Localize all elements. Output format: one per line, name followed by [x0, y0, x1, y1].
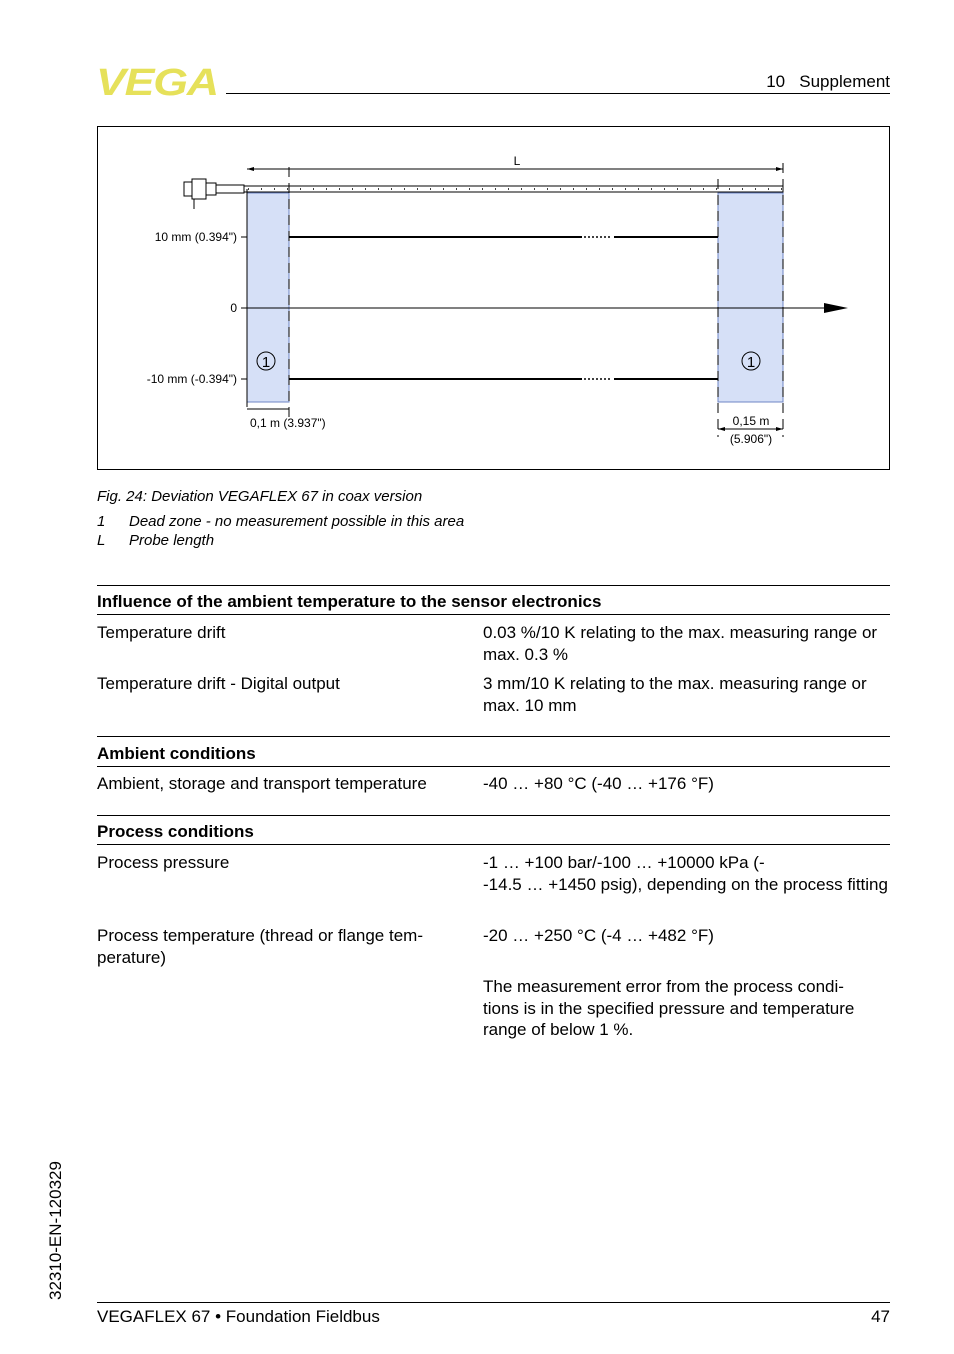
- header-rule: [226, 93, 890, 94]
- spec-note: The measurement error from the process condi- tions is in the specified pressure and temperature range of below 1 %.: [483, 977, 855, 1039]
- section-header: 10 Supplement: [766, 72, 890, 91]
- section-title: Ambient conditions: [97, 744, 256, 763]
- section-rule: [97, 815, 890, 816]
- bottom-zone-label-1: 0,15 m: [732, 414, 770, 428]
- deviation-diagram: [98, 127, 889, 469]
- probe-length-label: L: [513, 154, 521, 168]
- spec-label: Temperature drift: [97, 623, 226, 642]
- y-label-minus10: -10 mm (-0.394"): [146, 372, 237, 386]
- probe-sensor-icon: [184, 179, 244, 209]
- section-title: Influence of the ambient temperature to the sensor electronics: [97, 592, 602, 611]
- section-rule: [97, 766, 890, 767]
- y-label-plus10: 10 mm (0.394"): [154, 230, 237, 244]
- axis-arrow-icon: [824, 303, 848, 313]
- spec-value: 3 mm/10 K relating to the max. measuring range or max. 10 mm: [483, 674, 867, 715]
- figure-caption: Fig. 24: Deviation VEGAFLEX 67 in coax version: [97, 488, 423, 505]
- legend-key: 1: [97, 513, 106, 530]
- footer-title: VEGAFLEX 67 • Foundation Fieldbus: [97, 1307, 380, 1326]
- figure-deviation-diagram: [97, 126, 890, 470]
- dead-zone-marker-right: 1: [746, 354, 756, 371]
- footer-rule: [97, 1302, 890, 1303]
- spec-label: Process pressure: [97, 853, 230, 872]
- document-id: 32310-EN-120329: [46, 1161, 65, 1300]
- section-rule: [97, 736, 890, 737]
- spec-value: 0.03 %/10 K relating to the max. measuring range or max. 0.3 %: [483, 623, 878, 664]
- logo-text: VEGA: [96, 64, 218, 98]
- spec-label: Ambient, storage and transport temperature: [97, 774, 427, 793]
- bottom-zone-label-2: (5.906"): [729, 432, 773, 446]
- dead-zone-marker-left: 1: [261, 354, 271, 371]
- vega-logo: [96, 64, 220, 98]
- legend-text: Probe length: [129, 532, 215, 549]
- page-number: 47: [871, 1307, 890, 1326]
- section-rule: [97, 614, 890, 615]
- spec-value: -20 … +250 °C (-4 … +482 °F): [483, 926, 714, 945]
- spec-value: -40 … +80 °C (-40 … +176 °F): [483, 774, 714, 793]
- legend-text: Dead zone - no measurement possible in this area: [129, 513, 465, 530]
- spec-label: Process temperature (thread or flange tem- perature): [97, 926, 423, 967]
- spec-value: -1 … +100 bar/-100 … +10000 kPa (- -14.5 … +1450 psig), depending on the process fitting: [483, 853, 888, 894]
- section-rule: [97, 844, 890, 845]
- section-title: Process conditions: [97, 822, 254, 841]
- legend-key: L: [97, 532, 106, 549]
- section-rule: [97, 585, 890, 586]
- spec-label: Temperature drift - Digital output: [97, 674, 340, 693]
- top-zone-label: 0,1 m (3.937"): [250, 416, 326, 430]
- probe-rod: [244, 186, 783, 192]
- y-label-zero: 0: [230, 301, 237, 315]
- legend-item: [97, 513, 464, 530]
- legend-item: [97, 532, 214, 549]
